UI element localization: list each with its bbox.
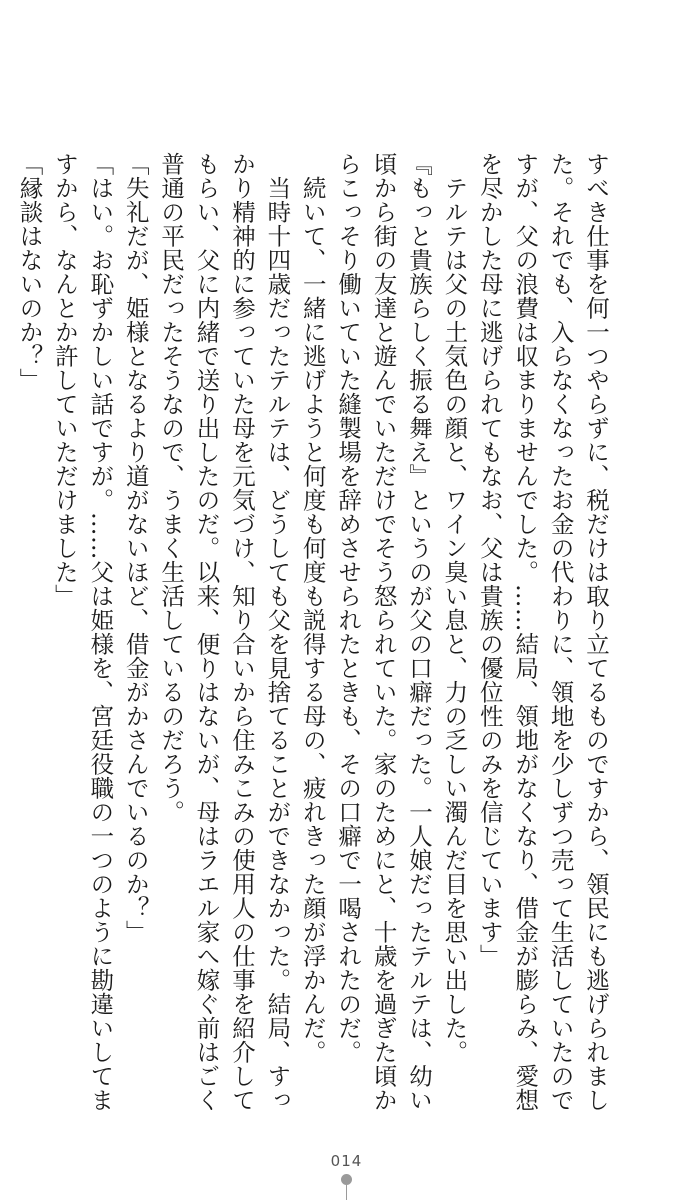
- text-line: かり精神的に参っていた母を元気づけ、知り合いから住みこみの使用人の仕事を紹介して: [227, 152, 256, 1112]
- text-line: た。それでも、入らなくなったお金の代わりに、領地を少しずつ売って生活していたので: [546, 152, 575, 1112]
- text-line: 頃から街の友達と遊んでいただけでそう怒られていた。家のためにと、十歳を過ぎた頃か: [369, 152, 398, 1112]
- text-line: すから、なんとか許していただけました」: [50, 152, 79, 608]
- text-line: すが、父の浪費は収まりませんでした。……結局、領地がなくなり、借金が膨らみ、愛想: [511, 152, 540, 1112]
- text-line: もらい、父に内緒で送り出したのだ。以来、便りはないが、母はラエル家へ嫁ぐ前はごく: [192, 152, 221, 1112]
- text-line: 当時十四歳だったテルテは、どうしても父を見捨てることができなかった。結局、すっ: [263, 152, 292, 1112]
- text-line: 普通の平民だったそうなので、うまく生活しているのだろう。: [157, 152, 186, 824]
- text-line: らこっそり働いていた縫製場を辞めさせられたときも、その口癖で一喝されたのだ。: [334, 152, 363, 1064]
- text-line: 続いて、一緒に逃げようと何度も何度も説得する母の、疲れきった顔が浮かんだ。: [298, 152, 327, 1064]
- text-line: すべき仕事を何一つやらずに、税だけは取り立てるものですから、領民にも逃げられまし: [582, 152, 610, 1112]
- page-ornament-stem: [346, 1185, 347, 1200]
- page-ornament-dot-icon: [341, 1174, 352, 1185]
- page-number: 014: [330, 1152, 363, 1170]
- text-line: 『もっと貴族らしく振る舞え』というのが父の口癖だった。一人娘だったテルテは、幼い: [404, 152, 433, 1112]
- text-line: を尽かした母に逃げられてもなお、父は貴族の優位性のみを信じています」: [475, 152, 504, 968]
- text-line: 「縁談はないのか？」: [15, 152, 44, 392]
- text-line: 「はい。お恥ずかしい話ですが。……父は姫様を、宮廷役職の一つのように勘違いしてま: [86, 152, 115, 1112]
- text-line: テルテは父の土気色の顔と、ワイン臭い息と、力の乏しい濁んだ目を思い出した。: [440, 152, 469, 1064]
- vertical-text-body: [11, 152, 613, 1112]
- text-line: 「失礼だが、姫様となるより道がないほど、借金がかさんでいるのか？」: [121, 152, 150, 944]
